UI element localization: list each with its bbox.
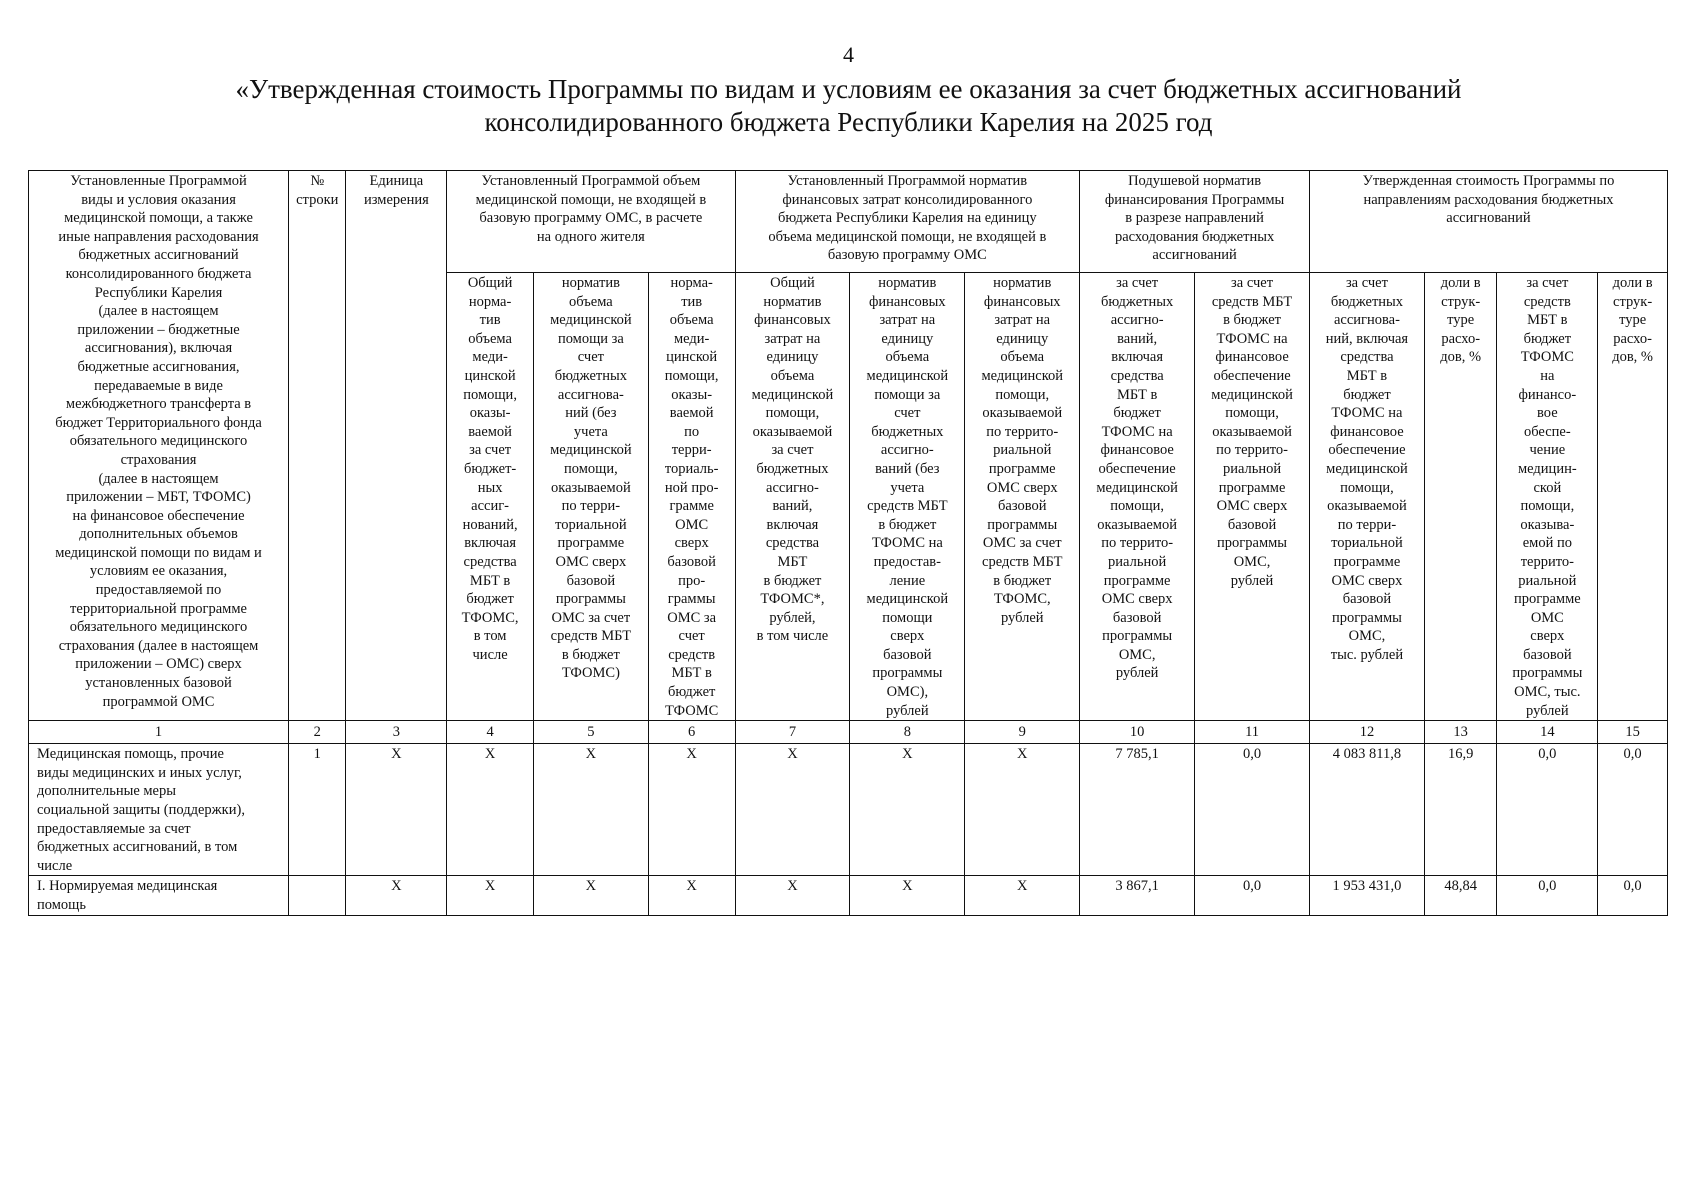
budget-table — [28, 170, 1668, 916]
cell-col-13: 16,9 — [1424, 744, 1497, 876]
header-col-6: норма- тив объема меди- цинской помощи, оказы- ваемой по терри- ториаль- ной про- грамме ОМС сверх базовой про- граммы ОМС за счет средств МБТ в бюджет ТФОМС — [648, 273, 735, 721]
header-col-7: Общий норматив финансовых затрат на единицу объема медицинской помощи, оказываемой за счет бюджетных ассигно- ваний, включая средства МБТ в бюджет ТФОМС*, рублей, в том числе — [735, 273, 850, 721]
header-group-percapita: Подушевой норматив финансирования Программы в разрезе направлений расходования бюджетных ассигнований — [1080, 171, 1310, 273]
column-number: 12 — [1310, 721, 1425, 744]
header-col-13: доли в струк- туре расхо- дов, % — [1424, 273, 1497, 721]
header-group-cost: Установленный Программой норматив финансовых затрат консолидированного бюджета Республики Карелия на единицу объема медицинской помощи, не входящей в базовую программу ОМС — [735, 171, 1080, 273]
header-col-8: норматив финансовых затрат на единицу объема медицинской помощи за счет бюджетных ассигно- ваний (без учета средств МБТ в бюджет ТФОМС на предостав- ление медицинской помощи сверх базовой программы ОМС), рублей — [850, 273, 965, 721]
cell-col-7: Х — [735, 744, 850, 876]
header-col-11: за счет средств МБТ в бюджет ТФОМС на финансовое обеспечение медицинской помощи, оказываемой по террито- риальной программе ОМС сверх базовой программы ОМС, рублей — [1195, 273, 1310, 721]
title-line-1: «Утвержденная стоимость Программы по видам и условиям ее оказания за счет бюджетных ассигнований — [235, 74, 1462, 104]
cell-col-14: 0,0 — [1497, 744, 1598, 876]
cell-col-8: Х — [850, 876, 965, 915]
header-col-5: норматив объема медицинской помощи за счет бюджетных ассигнова- ний (без учета медицинской помощи, оказываемой по терри- ториальной программе ОМС сверх базовой программы ОМС за счет средств МБТ в бюджет ТФОМС) — [533, 273, 648, 721]
document-title — [0, 73, 1697, 139]
cell-col-4: Х — [447, 744, 534, 876]
header-col-2: № строки — [289, 171, 346, 721]
cell-unit: Х — [346, 876, 447, 915]
row-label: I. Нормируемая медицинская помощь — [29, 876, 289, 915]
cell-col-11: 0,0 — [1195, 744, 1310, 876]
header-col-15: доли в струк- туре расхо- дов, % — [1598, 273, 1668, 721]
cell-col-4: Х — [447, 876, 534, 915]
cell-unit: Х — [346, 744, 447, 876]
column-number: 10 — [1080, 721, 1195, 744]
cell-col-10: 7 785,1 — [1080, 744, 1195, 876]
cell-col-11: 0,0 — [1195, 876, 1310, 915]
header-group-approved: Утвержденная стоимость Программы по направлениям расходования бюджетных ассигнований — [1310, 171, 1668, 273]
header-col-12: за счет бюджетных ассигнова- ний, включая средства МБТ в бюджет ТФОМС на финансовое обеспечение медицинской помощи, оказываемой по терри- ториальной программе ОМС сверх базовой программы ОМС, тыс. рублей — [1310, 273, 1425, 721]
cell-col-12: 4 083 811,8 — [1310, 744, 1425, 876]
title-line-2: консолидированного бюджета Республики Карелия на 2025 год — [484, 107, 1213, 137]
cell-col-6: Х — [648, 744, 735, 876]
cell-col-9: Х — [965, 744, 1080, 876]
header-group-volume: Установленный Программой объем медицинской помощи, не входящей в базовую программу ОМС, в расчете на одного жителя — [447, 171, 735, 273]
column-number-row — [29, 721, 1668, 744]
cell-col-9: Х — [965, 876, 1080, 915]
cell-col-6: Х — [648, 876, 735, 915]
cell-col-14: 0,0 — [1497, 876, 1598, 915]
column-number: 1 — [29, 721, 289, 744]
row-number — [289, 876, 346, 915]
column-number: 5 — [533, 721, 648, 744]
column-number: 13 — [1424, 721, 1497, 744]
header-col-1: Установленные Программой виды и условия оказания медицинской помощи, а также иные направления расходования бюджетных ассигнований консолидированного бюджета Республики Карелия (далее в настоящем приложении – бюджетные ассигнования), включая бюджетные ассигнования, передаваемые в виде межбюджетного трансферта в бюджет Территориального фонда обязательного медицинского страхования (далее в настоящем приложении – МБТ, ТФОМС) на финансовое обеспечение дополнительных объемов медицинской помощи по видам и условиям ее оказания, предоставляемой по территориальной программе обязательного медицинского страхования (далее в настоящем приложении – ОМС) сверх установленных базовой программой ОМС — [29, 171, 289, 721]
table-row — [29, 876, 1668, 915]
header-col-14: за счет средств МБТ в бюджет ТФОМС на финансо- вое обеспе- чение медицин- ской помощи, оказыва- емой по террито- риальной программе ОМС сверх базовой программы ОМС, тыс. рублей — [1497, 273, 1598, 721]
column-number: 3 — [346, 721, 447, 744]
cell-col-12: 1 953 431,0 — [1310, 876, 1425, 915]
cell-col-10: 3 867,1 — [1080, 876, 1195, 915]
cell-col-15: 0,0 — [1598, 744, 1668, 876]
row-label: Медицинская помощь, прочие виды медицинских и иных услуг, дополнительные меры социальной защиты (поддержки), предоставляемые за счет бюджетных ассигнований, в том числе — [29, 744, 289, 876]
header-col-10: за счет бюджетных ассигно- ваний, включая средства МБТ в бюджет ТФОМС на финансовое обеспечение медицинской помощи, оказываемой по террито- риальной программе ОМС сверх базовой программы ОМС, рублей — [1080, 273, 1195, 721]
header-col-4: Общий норма- тив объема меди- цинской помощи, оказы- ваемой за счет бюджет- ных ассиг- нований, включая средства МБТ в бюджет ТФОМС, в том числе — [447, 273, 534, 721]
header-col-9: норматив финансовых затрат на единицу объема медицинской помощи, оказываемой по террито- риальной программе ОМС сверх базовой программы ОМС за счет средств МБТ в бюджет ТФОМС, рублей — [965, 273, 1080, 721]
column-number: 6 — [648, 721, 735, 744]
column-number: 14 — [1497, 721, 1598, 744]
column-number: 11 — [1195, 721, 1310, 744]
column-number: 7 — [735, 721, 850, 744]
cell-col-5: Х — [533, 876, 648, 915]
cell-col-13: 48,84 — [1424, 876, 1497, 915]
header-col-3: Единица измерения — [346, 171, 447, 721]
column-number: 8 — [850, 721, 965, 744]
column-number: 9 — [965, 721, 1080, 744]
header-row-groups — [29, 171, 1668, 273]
table-row — [29, 744, 1668, 876]
row-number: 1 — [289, 744, 346, 876]
column-number: 4 — [447, 721, 534, 744]
cell-col-8: Х — [850, 744, 965, 876]
page-number: 4 — [843, 42, 854, 67]
cell-col-5: Х — [533, 744, 648, 876]
cell-col-15: 0,0 — [1598, 876, 1668, 915]
cell-col-7: Х — [735, 876, 850, 915]
column-number: 2 — [289, 721, 346, 744]
column-number: 15 — [1598, 721, 1668, 744]
